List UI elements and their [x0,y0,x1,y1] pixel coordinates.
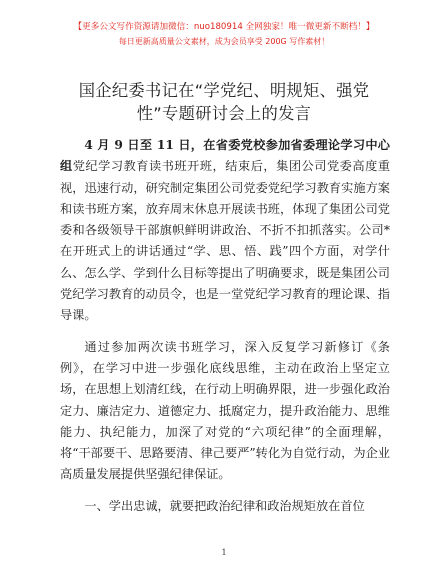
document-title-line2: 性”专题研讨会上的发言 [136,104,312,123]
document-title [40,79,408,125]
promo-banner-line2: 每日更新高质量公文素材，成为会员享受 200G 写作素材！ [118,37,330,46]
document-title-line1: 国企纪委书记在“学党纪、明规矩、强党 [78,81,370,100]
section-heading-1: 一、学出忠诚，就要把政治纪律和政治规矩放在首位 [84,498,365,513]
paragraph-1-lead: 4 月 9 日至 11 日，在省委党校参加省委理论学习中心组 [60,138,390,174]
promo-banner-line1: 【更多公文写作资源请加微信：nuo180914 全网独家！唯一微更新不断档！】 [73,22,375,32]
paragraph-1 [60,135,390,327]
promo-banner [0,22,448,47]
paragraph-1-rest: 党纪学习教育读书班开班，结束后，集团公司党委高度重视，迅速行动，研究制定集团公司党委党纪学习教育实施方案和读书班方案，放弃周末休息开展读书班，体现了集团公司党委和各级领导干部旗帜鲜明讲政治、不折不扣抓落实。公司*在开班式上的讲话通过“学、思、悟、践”四个方面，对学什么、怎么学、学到什么目标等提出了明确要求，既是集团公司党纪学习教育的动员令，也是一堂党纪学习教育的理论课、指导课。 [60,159,391,323]
document-body [60,135,390,527]
page-number: 1 [221,548,227,557]
paragraph-2: 通过参加两次读书班学习，深入反复学习新修订《条例》，在学习中进一步强化底线思维，主动在政治上坚定立场，在思想上划清红线，在行动上明确界限，进一步强化政治定力、廉洁定力、道德定力、抵腐定力，提升政治能力、思维能力、执纪能力，加深了对党的“六项纪律”的全面理解，将“干部要干、思路要清、律己要严”转化为自觉行动，为企业高质量发展提供坚强纪律保证。 [60,339,390,482]
